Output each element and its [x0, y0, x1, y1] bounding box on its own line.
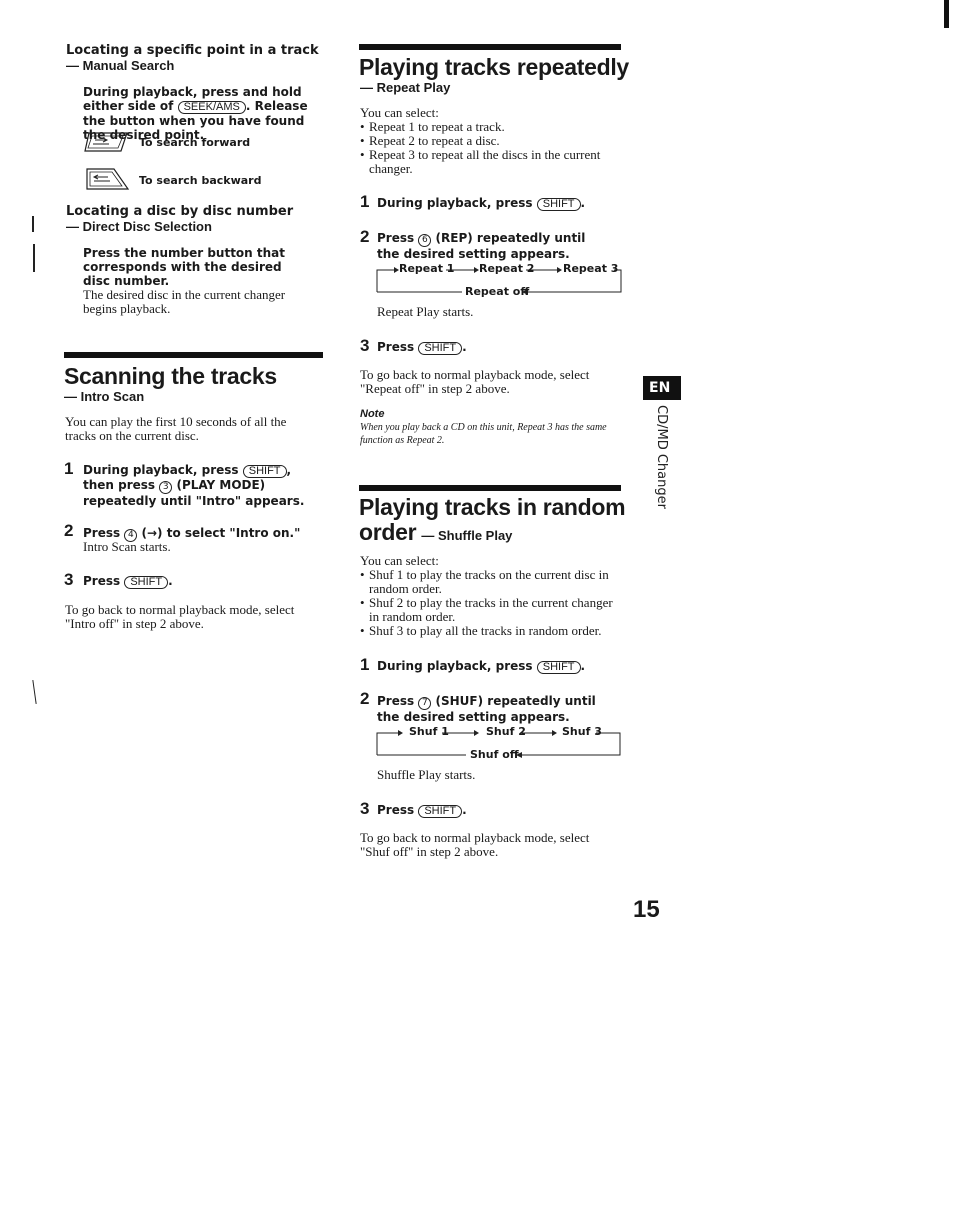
direct-disc-title: Locating a disc by disc number [66, 204, 294, 219]
seek-ams-key: SEEK/AMS [178, 101, 246, 114]
seek-backward-button-icon [84, 166, 130, 196]
shuffle-step1-text: During playback, press SHIFT . [377, 659, 586, 673]
scan-intro: You can play the first 10 seconds of all the tracks on the current disc. [65, 414, 287, 443]
scan-section-rule [64, 352, 323, 358]
direct-disc-body: The desired disc in the current changer begins playback. [83, 287, 286, 316]
scan-margin-mark [33, 244, 35, 272]
manual-search-title: Locating a specific point in a track [66, 43, 319, 58]
scan-outro: To go back to normal playback mode, select "Intro off" in step 2 above. [65, 602, 295, 631]
scan-edge-mark [944, 0, 949, 28]
repeat-step1-number: 1 [360, 192, 370, 211]
button-7-key: 7 [418, 697, 431, 710]
repeat-step2-number: 2 [360, 227, 370, 246]
shuffle-step3-number: 3 [360, 799, 370, 818]
button-3-key: 3 [159, 481, 172, 494]
repeat-3-label: Repeat 3 [563, 262, 619, 275]
shuf-1-label: Shuf 1 [409, 725, 449, 738]
manual-search-instruction: During playback, press and hold either side of SEEK/AMS . Release the button when you have found the desired point. [83, 85, 308, 142]
scan-step1-text: During playback, press SHIFT , then press 3 (PLAY MODE) repeatedly until "Intro" appears. [83, 463, 305, 508]
shuffle-step2-body: Shuffle Play starts. [377, 767, 476, 782]
shift-key: SHIFT [243, 465, 287, 478]
list-item: • Repeat 3 to repeat all the discs in the current changer. [360, 148, 620, 176]
scan-step3-text: Press SHIFT . [83, 574, 173, 588]
scan-step2-body: Intro Scan starts. [83, 539, 171, 554]
manual-search-subtitle: — Manual Search [66, 58, 175, 73]
button-6-key: 6 [418, 234, 431, 247]
shuf-off-label: Shuf off [470, 748, 519, 761]
shift-key: SHIFT [418, 805, 462, 818]
search-backward-label: To search backward [139, 174, 262, 187]
note-body: When you play back a CD on this unit, Repeat 3 has the same function as Repeat 2. [360, 422, 607, 446]
seek-forward-button-icon [83, 130, 131, 158]
shuffle-step2-number: 2 [360, 689, 370, 708]
shuffle-step1-number: 1 [360, 655, 370, 674]
scan-title: Scanning the tracks [64, 363, 277, 389]
shuffle-options-list [360, 568, 622, 638]
shuf-3-label: Shuf 3 [562, 725, 602, 738]
scan-margin-mark [32, 680, 36, 704]
list-item: • Shuf 1 to play the tracks on the current disc in random order. [360, 568, 622, 596]
repeat-select: You can select: [360, 105, 439, 120]
repeat-2-label: Repeat 2 [479, 262, 535, 275]
shift-key: SHIFT [537, 198, 581, 211]
page-number: 15 [633, 896, 660, 923]
repeat-off-label: Repeat off [465, 285, 530, 298]
shift-key: SHIFT [537, 661, 581, 674]
scan-step1-number: 1 [64, 459, 74, 478]
repeat-options-list [360, 120, 620, 176]
shift-key: SHIFT [418, 342, 462, 355]
repeat-outro: To go back to normal playback mode, select "Repeat off" in step 2 above. [360, 367, 590, 396]
shuffle-subtitle: — Shuffle Play [421, 528, 513, 543]
repeat-step3-number: 3 [360, 336, 370, 355]
shuf-2-label: Shuf 2 [486, 725, 526, 738]
scan-step3-number: 3 [64, 570, 74, 589]
direct-disc-instruction: Press the number button that corresponds with the desired disc number. [83, 246, 286, 288]
direct-disc-subtitle: — Direct Disc Selection [66, 219, 212, 234]
list-item: • Repeat 2 to repeat a disc. [360, 134, 620, 148]
repeat-section-rule [359, 44, 621, 50]
shift-key: SHIFT [124, 576, 168, 589]
note-title: Note [360, 408, 385, 420]
scan-subtitle: — Intro Scan [64, 389, 145, 404]
scan-margin-mark [32, 216, 34, 232]
repeat-title: Playing tracks repeatedly [359, 54, 629, 80]
list-item: • Repeat 1 to repeat a track. [360, 120, 620, 134]
search-forward-label: To search forward [139, 136, 251, 149]
shuffle-outro: To go back to normal playback mode, select "Shuf off" in step 2 above. [360, 830, 590, 859]
shuffle-title-line1: Playing tracks in random [359, 494, 626, 520]
scan-step2-text: Press 4 (→) to select "Intro on." [83, 526, 301, 540]
list-item: • Shuf 3 to play all the tracks in random order. [360, 624, 622, 638]
direct-disc-section [66, 204, 326, 235]
shuffle-section-rule [359, 485, 621, 491]
repeat-step2-text: Press 6 (REP) repeatedly until the desired setting appears. [377, 231, 586, 261]
repeat-step3-text: Press SHIFT . [377, 340, 467, 354]
scan-step2-number: 2 [64, 521, 74, 540]
repeat-subtitle: — Repeat Play [360, 80, 451, 95]
list-item: • Shuf 2 to play the tracks in the current changer in random order. [360, 596, 622, 624]
repeat-step2-body: Repeat Play starts. [377, 304, 474, 319]
section-side-label: CD/MD Changer [654, 405, 669, 509]
repeat-step1-text: During playback, press SHIFT . [377, 196, 586, 210]
button-4-key: 4 [124, 529, 137, 542]
repeat-1-label: Repeat 1 [399, 262, 455, 275]
shuffle-step3-text: Press SHIFT . [377, 803, 467, 817]
language-badge: EN [643, 376, 681, 400]
manual-search-section [66, 43, 326, 74]
shuffle-title-line2: order — Shuffle Play [359, 519, 513, 545]
shuffle-step2-text: Press 7 (SHUF) repeatedly until the desired setting appears. [377, 694, 596, 724]
shuffle-select: You can select: [360, 553, 439, 568]
